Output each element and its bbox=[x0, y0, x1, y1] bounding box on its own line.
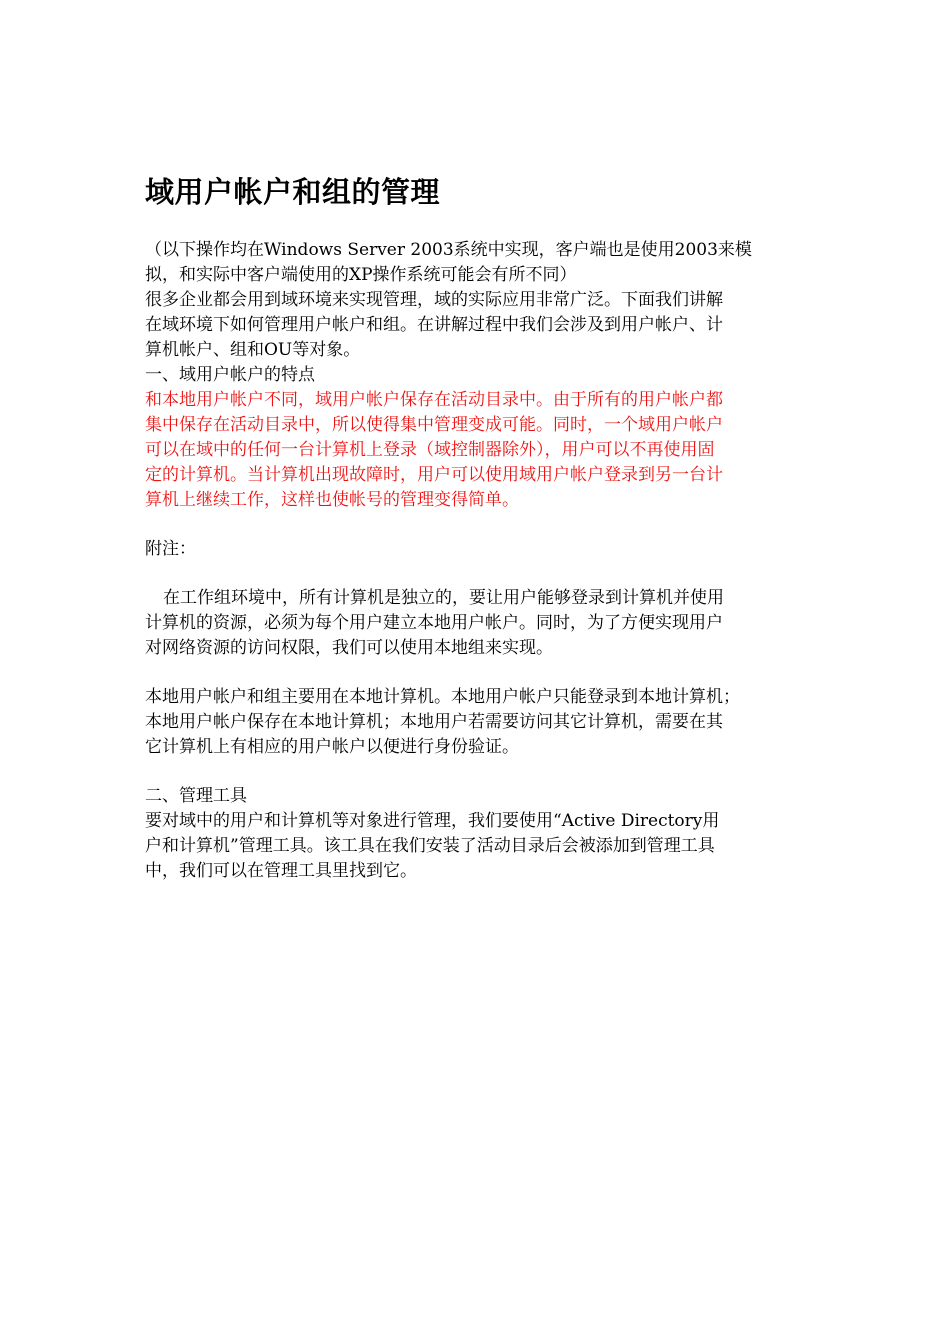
section2-line: 户和计算机”管理工具。该工具在我们安装了活动目录后会被添加到管理工具 bbox=[145, 836, 715, 856]
note1-line: 在工作组环境中，所有计算机是独立的，要让用户能够登录到计算机并使用 bbox=[163, 588, 724, 608]
section1-red-line: 可以在域中的任何一台计算机上登录（域控制器除外），用户可以不再使用固 bbox=[145, 440, 715, 460]
spacer bbox=[145, 661, 805, 685]
document-body bbox=[145, 172, 805, 884]
intro-line: 在域环境下如何管理用户帐户和组。在讲解过程中我们会涉及到用户帐户、计 bbox=[145, 315, 723, 335]
note1-line: 对网络资源的访问权限，我们可以使用本地组来实现。 bbox=[145, 638, 553, 658]
intro-paragraph bbox=[145, 288, 805, 363]
section2-heading: 二、管理工具 bbox=[145, 786, 247, 806]
section2-line: 中，我们可以在管理工具里找到它。 bbox=[145, 861, 417, 881]
intro-note-line: （以下操作均在Windows Server 2003系统中实现，客户端也是使用2003来模 bbox=[145, 240, 752, 260]
section1-red-line: 和本地用户帐户不同，域用户帐户保存在活动目录中。由于所有的用户帐户都 bbox=[145, 390, 723, 410]
section2-line: 要对域中的用户和计算机等对象进行管理，我们要使用“Active Directory用 bbox=[145, 811, 720, 831]
note-paragraph-1 bbox=[145, 586, 805, 661]
spacer bbox=[145, 513, 805, 537]
section2-paragraph bbox=[145, 809, 805, 884]
note2-line: 它计算机上有相应的用户帐户以便进行身份验证。 bbox=[145, 737, 519, 757]
spacer bbox=[145, 760, 805, 784]
section1-red-line: 定的计算机。当计算机出现故障时，用户可以使用域用户帐户登录到另一台计 bbox=[145, 465, 723, 485]
spacer bbox=[145, 562, 805, 586]
note2-line: 本地用户帐户保存在本地计算机；本地用户若需要访问其它计算机，需要在其 bbox=[145, 712, 723, 732]
note-paragraph-2 bbox=[145, 685, 805, 760]
intro-line: 算机帐户、组和OU等对象。 bbox=[145, 340, 361, 360]
intro-line: 很多企业都会用到域环境来实现管理，域的实际应用非常广泛。下面我们讲解 bbox=[145, 290, 723, 310]
section1-red-line: 集中保存在活动目录中，所以使得集中管理变成可能。同时，一个域用户帐户 bbox=[145, 415, 723, 435]
note1-line: 计算机的资源，必须为每个用户建立本地用户帐户。同时，为了方便实现用户 bbox=[145, 613, 723, 633]
intro-note bbox=[145, 238, 805, 288]
document-title: 域用户帐户和组的管理 bbox=[145, 175, 441, 209]
intro-note-line: 拟，和实际中客户端使用的XP操作系统可能会有所不同） bbox=[145, 265, 577, 285]
note2-line: 本地用户帐户和组主要用在本地计算机。本地用户帐户只能登录到本地计算机； bbox=[145, 687, 740, 707]
note-label: 附注： bbox=[145, 539, 196, 559]
section1-red-line: 算机上继续工作，这样也使帐号的管理变得简单。 bbox=[145, 490, 519, 510]
section1-heading: 一、域用户帐户的特点 bbox=[145, 365, 315, 385]
section1-highlight-paragraph bbox=[145, 388, 805, 513]
